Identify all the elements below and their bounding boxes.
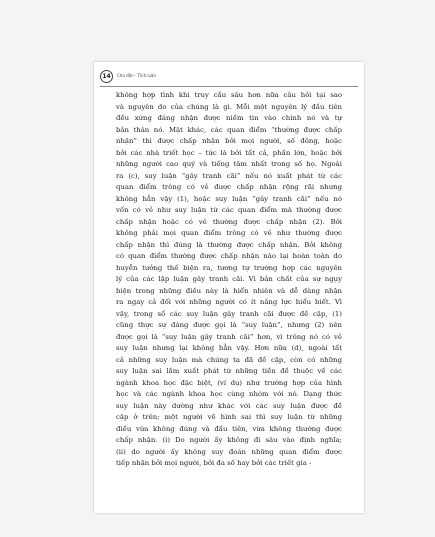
text-line: không phải mọi quan điểm trông có vẻ như thường được (116, 229, 342, 237)
page-header (100, 70, 358, 84)
text-line: và nguyên do của chúng là gì. Mỗi một nguyên lý đầu tiên (116, 102, 342, 111)
text-line: vốn có vẻ như suy luận từ các quan điểm mà thường được (116, 206, 342, 214)
text-line: bản thân nó. Mặt khác, các quan điểm “thường được chấp (116, 125, 342, 134)
text-line: nhận” thì được chấp nhận bởi mọi người, số đông, hoặc (116, 137, 342, 145)
text-line: (ii) do người ấy không suy đoán những quan điểm được (116, 447, 342, 456)
text-line: bởi các nhà triết học – tức là bởi tất cả, phần lớn, hoặc bởi (116, 148, 342, 157)
text-line: những người cao quý và tiếng tăm nhất trong số họ. Ngoài (116, 160, 342, 168)
text-line: cũng thực sự đáng được gọi là “suy luận”, nhưng (2) nên (116, 321, 342, 329)
text-line: lý của các lập luận gây tranh cãi. Vì bản chất của sự ngụy (116, 275, 342, 283)
text-line: suy luận nhưng lại không hẳn vậy. Hơn nữa (d), ngoài tất (116, 344, 342, 352)
running-head: Chú dẫn · Tĩnh luận (117, 73, 157, 78)
text-line: không hợp tình khi truy cầu sâu hơn nữa câu hỏi tại sao (116, 91, 342, 99)
text-line: chấp nhận hoặc có vẻ thường được chấp nhận (2). Bởi (116, 217, 342, 226)
text-line: tiếp nhận bởi mọi người, bởi đa số hay bởi các triết gia - (116, 459, 312, 467)
text-line: ra ngay cả đối với những người có ít năng lực hiểu biết. Vì (116, 298, 342, 306)
text-line: đều xứng đáng nhận được niềm tin vào chính nó và tự (116, 114, 342, 122)
text-line: có quan điểm thường được chấp nhận nào lại hoàn toàn do (116, 252, 342, 260)
text-line: học và các ngành khoa học cùng nhóm với nó. Dạng thức (116, 390, 342, 398)
text-line: được gọi là “suy luận gây tranh cãi” hơn, vì trông nó có vẻ (116, 332, 342, 341)
text-line: vậy, trong số các suy luận gây tranh cãi được đề cập, (1) (116, 309, 342, 318)
text-line: ra (c), suy luận “gây tranh cãi” nếu nó xuất phát từ các (116, 171, 342, 180)
text-line: ngành khoa học đặc biệt, (ví dụ) như trường hợp của hình (116, 378, 342, 387)
text-line: suy luận này dường như khác với các suy luận được đề (116, 401, 342, 410)
text-line: không hẳn vậy (1), hoặc suy luận “gây tranh cãi” nếu nó (116, 194, 342, 203)
text-line: điều vừa không đúng và đầu tiên, vừa không thường được (116, 424, 342, 433)
text-line: chấp nhận. (i) Do người ấy không đi sâu vào định nghĩa; (116, 436, 342, 444)
text-line: cả những suy luận mà chúng ta đã đề cập, còn có những (116, 355, 342, 364)
text-line: suy luận sai lầm xuất phát từ những tiền đề thuộc về các (116, 367, 342, 375)
header-rule (100, 86, 358, 87)
text-line: biện trong những điều này là hiển nhiên và dễ dàng nhận (116, 286, 342, 295)
book-page (94, 62, 364, 513)
text-line: quan điểm trông có vẻ được chấp nhận rộng rãi nhưng (116, 183, 342, 191)
body-text (116, 90, 342, 470)
text-line: chấp nhận thì đúng là thường được chấp nhận. Bởi không (116, 240, 342, 249)
text-line: huyễn tưởng thế biện ra, tương tự trường hợp các nguyên (116, 263, 342, 272)
text-line: cập ở trên; một người vẽ hình sai thì suy luận từ những (116, 413, 342, 421)
page-number: 14 (100, 70, 113, 83)
